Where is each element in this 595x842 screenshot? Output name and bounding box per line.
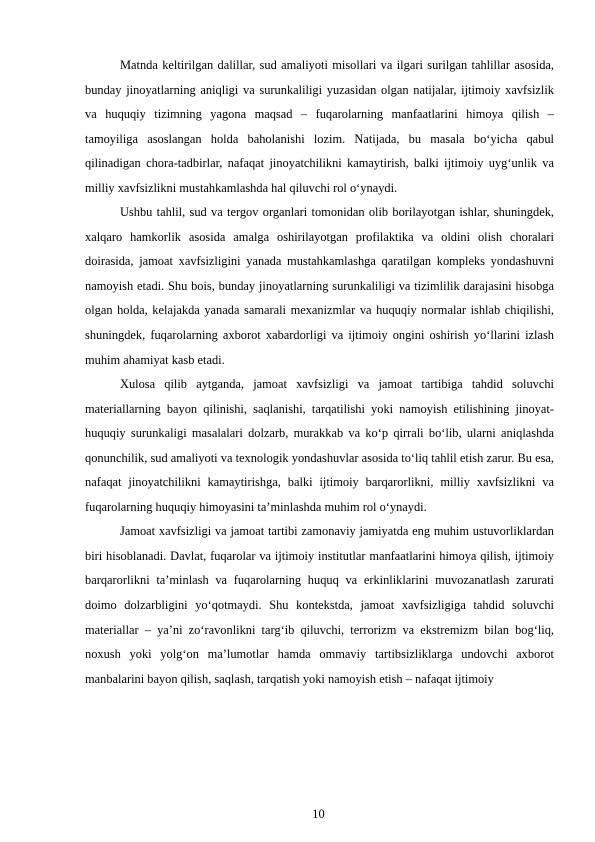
page-number: 10	[312, 807, 325, 821]
paragraph-2: Ushbu tahlil, sud va tergov organlari tomonidan olib borilayotgan ishlar, shuningdek, xalqaro hamkorlik asosida amalga oshirilayotgan profilaktika va oldini olish choralari doirasida, jamoat xavfsizligini yanada mustahkamlashga qaratilgan kompleks yondashuvni namoyish etadi. Shu bois, bunday jinoyatlarning surunkaliligi va tizimlilik darajasini hisobga olgan holda, kelajakda yanada samarali mexanizmlar va huquqiy normalar ishlab chiqilishi, shuningdek, fuqarolarning axborot xabardorligi va ijtimoiy ongini oshirish yo‘llarini izlash muhim ahamiyat kasb etadi.	[85, 205, 554, 367]
paragraph-4: Jamoat xavfsizligi va jamoat tartibi zamonaviy jamiyatda eng muhim ustuvorliklardan biri hisoblanadi. Davlat, fuqarolar va ijtimoiy institutlar manfaatlarini himoya qilish, ijtimoiy barqarorlikni ta’minlash va fuqarolarning huquq va erkinliklarini muvozanatlash zarurati doimo dolzarbligini yo‘qotmaydi. Shu kontekstda, jamoat xavfsizligiga tahdid soluvchi materiallar – ya’ni zo‘ravonlikni targ‘ib qiluvchi, terrorizm va ekstremizm bilan bog‘liq, noxush yoki yolg‘on ma’lumotlar hamda ommaviy tartibsizliklarga undovchi axborot manbalarini bayon qilish, saqlash, tarqatish yoki namoyish etish – nafaqat ijtimoiy	[85, 524, 554, 686]
paragraph-3: Xulosa qilib aytganda, jamoat xavfsizligi va jamoat tartibiga tahdid soluvchi materiallarning bayon qilinishi, saqlanishi, tarqatilishi yoki namoyish etilishining jinoyat-huquqiy surunkaligi masalalari dolzarb, murakkab va ko‘p qirrali bo‘lib, ularni aniqlashda qonunchilik, sud amaliyoti va texnologik yondashuvlar asosida to‘liq tahlil etish zarur. Bu esa, nafaqat jinoyatchilikni kamaytirishga, balki ijtimoiy barqarorlikni, milliy xavfsizlikni va fuqarolarning huquqiy himoyasini ta’minlashda muhim rol o‘ynaydi.	[85, 377, 554, 514]
paragraph-1: Matnda keltirilgan dalillar, sud amaliyoti misollari va ilgari surilgan tahlillar asosida, bunday jinoyatlarning aniqligi va surunkaliligi yuzasidan olgan natijalar, ijtimoiy xavfsizlik va huquqiy tizimning yagona maqsad – fuqarolarning manfaatlarini himoya qilish – tamoyiliga asoslangan holda baholanishi lozim. Natijada, bu masala bo‘yicha qabul qilinadigan chora-tadbirlar, nafaqat jinoyatchilikni kamaytirish, balki ijtimoiy uyg‘unlik va milliy xavfsizlikni mustahkamlashda hal qiluvchi rol o‘ynaydi.	[85, 58, 554, 195]
document-body	[85, 53, 554, 691]
